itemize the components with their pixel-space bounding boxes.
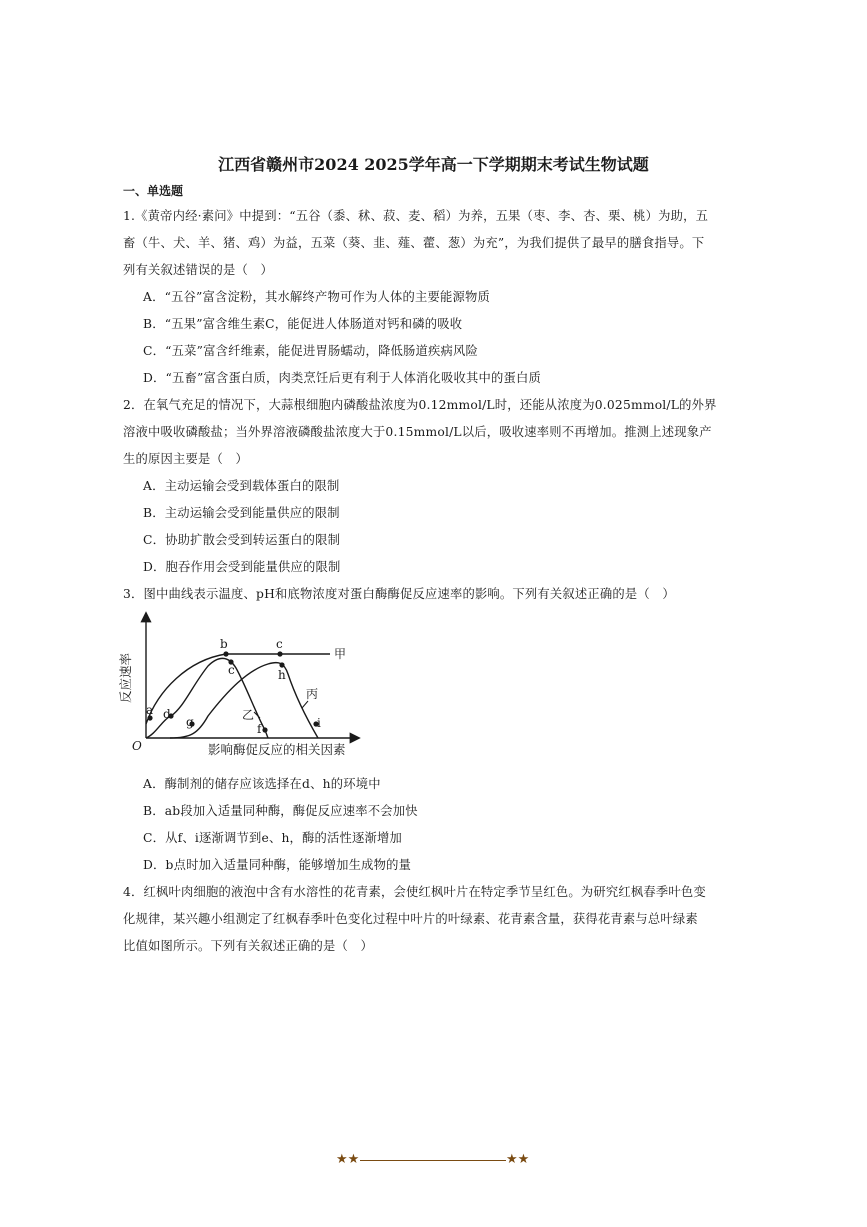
q2-option-b: B．主动运输会受到能量供应的限制 (143, 506, 340, 520)
q3-option-a: A．酶制剂的储存应该选择在d、h的环境中 (143, 777, 381, 791)
series-pointer-bing (302, 701, 308, 708)
star-icon: ★★ (506, 1152, 530, 1167)
q3-option-b: B．ab段加入适量同种酶，酶促反应速率不会加快 (143, 804, 418, 818)
point-h (279, 662, 284, 667)
q1-option-c: C．“五菜”富含纤维素，能促进胃肠蠕动，降低肠道疾病风险 (143, 344, 479, 358)
q1-option-a: A．“五谷”富含淀粉，其水解终产物可作为人体的主要能源物质 (143, 290, 490, 304)
q3-option-c: C．从f、i逐渐调节到e、h，酶的活性逐渐增加 (143, 831, 403, 845)
point-label-b: b (220, 637, 228, 651)
q2-stem-line: 生的原因主要是（ ） (123, 452, 248, 466)
q2-option-c: C．协助扩散会受到转运蛋白的限制 (143, 533, 341, 547)
q4-stem-line: 4．红枫叶肉细胞的液泡中含有水溶性的花青素，会使红枫叶片在特定季节呈红色。为研究红枫春季叶色变 (123, 885, 706, 899)
q2-stem-line: 2．在氧气充足的情况下，大蒜根细胞内磷酸盐浓度为0.12mmol/L时，还能从浓度为0.025mmol/L的外界 (123, 398, 717, 412)
point-label-d: d (163, 707, 171, 721)
enzyme-rate-chart (118, 608, 368, 760)
point-label-c-top: c (276, 637, 283, 651)
point-label-f: f (257, 722, 262, 736)
point-label-h: h (278, 668, 286, 682)
y-axis-label: 反应速率 (118, 652, 133, 704)
x-axis-label: 影响酶促反应的相关因素 (208, 742, 346, 757)
series-label-bing: 丙 (306, 687, 319, 701)
point-label-a: a (146, 703, 154, 717)
q3-stem-line: 3．图中曲线表示温度、pH和底物浓度对蛋白酶酶促反应速率的影响。下列有关叙述正确的是（ ） (123, 587, 675, 601)
q2-option-a: A．主动运输会受到载体蛋白的限制 (143, 479, 340, 493)
q1-stem-line: 畜（牛、犬、羊、猪、鸡）为益，五菜（葵、韭、薤、藿、葱）为充”，为我们提供了最早的膳食指导。下 (123, 236, 705, 250)
series-label-yi: 乙 (242, 708, 255, 722)
point-f (262, 727, 267, 732)
q1-option-b: B．“五果”富含维生素C，能促进人体肠道对钙和磷的吸收 (143, 317, 463, 331)
origin-label: O (132, 739, 142, 753)
star-icon: ★★ (336, 1152, 360, 1167)
q1-option-d: D．“五畜”富含蛋白质，肉类烹饪后更有利于人体消化吸收其中的蛋白质 (143, 371, 541, 385)
q1-stem-line: 1.《黄帝内经·素问》中提到：“五谷（黍、秫、菽、麦、稻）为养，五果（枣、李、杏、栗、桃）为助，五 (123, 209, 709, 223)
point-label-g: g (186, 715, 194, 729)
point-b (223, 651, 228, 656)
series-curve-yi (146, 658, 268, 738)
q2-stem-line: 溶液中吸收磷酸盐；当外界溶液磷酸盐浓度大于0.15mmol/L以后，吸收速率则不再增加。推测上述现象产 (123, 425, 712, 439)
point-c-top (277, 651, 282, 656)
page-footer-ornament (336, 1150, 536, 1170)
q2-option-d: D．胞吞作用会受到能量供应的限制 (143, 560, 341, 574)
footer-divider (360, 1160, 506, 1161)
document-title: 江西省赣州市2024 2025学年高一下学期期末考试生物试题 (218, 155, 649, 174)
point-label-i: i (317, 716, 321, 730)
series-label-jia: 甲 (334, 647, 347, 661)
q4-stem-line: 化规律，某兴趣小组测定了红枫春季叶色变化过程中叶片的叶绿素、花青素含量，获得花青素与总叶绿素 (123, 912, 698, 926)
q3-option-d: D．b点时加入适量同种酶，能够增加生成物的量 (143, 858, 412, 872)
point-label-c-yi: c (228, 663, 235, 677)
q4-stem-line: 比值如图所示。下列有关叙述正确的是（ ） (123, 939, 373, 953)
section-heading: 一、单选题 (123, 184, 184, 198)
q1-stem-line: 列有关叙述错误的是（ ） (123, 263, 273, 277)
